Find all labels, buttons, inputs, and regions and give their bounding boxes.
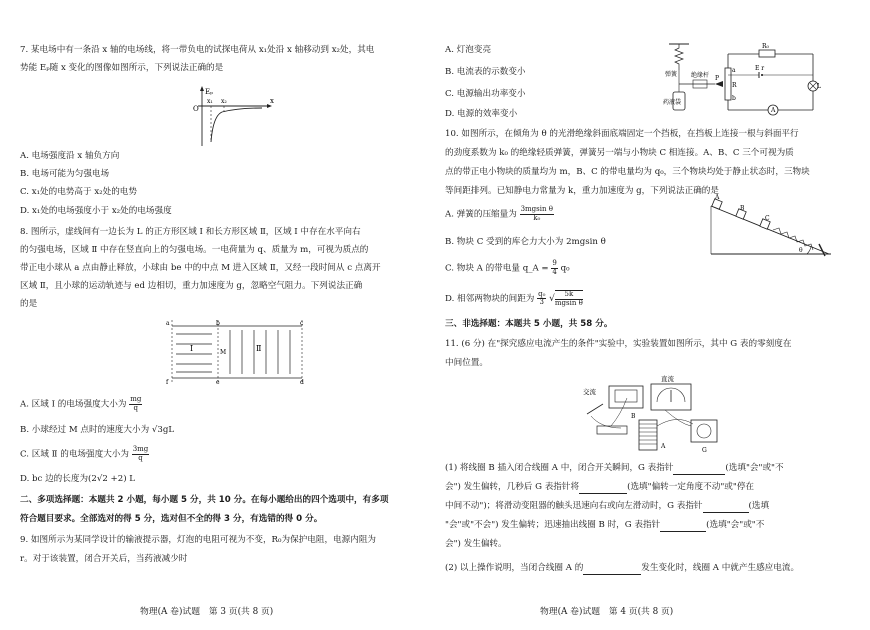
q11-part1-line4 — [445, 519, 764, 532]
q10-fig-c: C — [765, 215, 770, 222]
q8-stem-line3: 带正电小球从 a 点由静止释放，小球由 be 中的中点 M 进入区域 Ⅱ，又经一段时间从 c 点离开 — [20, 263, 381, 273]
q8-fig-a: a — [166, 320, 170, 327]
q11-part1-line5: 会") 发生偏转。 — [445, 539, 507, 549]
section2-heading-line2: 符合题目要求。全部选对的得 5 分，选对但不全的得 3 分，有选错的得 0 分。 — [20, 514, 323, 524]
q11-part1-line2a: 会") 发生偏转，几秒后 G 表指针将 — [445, 482, 580, 492]
q8-fig-m: M — [220, 349, 227, 356]
q11-part1-line4b: (选填"会"或"不 — [706, 520, 765, 530]
q10-option-b: B. 物块 C 受到的库仑力大小为 2mgsin θ — [445, 237, 606, 247]
q10-option-d-root — [555, 290, 583, 307]
q9-fig-bag-label: 药液袋 — [663, 99, 682, 106]
q9-fig-b: b — [732, 95, 736, 102]
q7-fig-ep: Eₚ — [205, 88, 213, 96]
q10-d-rden: mgsin θ — [554, 298, 583, 307]
page-footer-right: 物理(A 卷)试题 第 4 页(共 8 页) — [540, 607, 674, 617]
q10-stem-line4: 等间距排列。已知静电力常量为 k，重力加速度为 g，下列说法正确的是 — [445, 186, 719, 196]
q7-ep-graph — [190, 84, 290, 152]
q7-fig-o: O — [193, 105, 199, 113]
q8-c-den: q — [138, 453, 143, 462]
q10-option-a-fraction — [520, 206, 554, 222]
q11-stem-line1: 11. (6 分) 在"探究感应电流产生的条件"实验中，实验装置如图所示，其中 G 表的零刻度在 — [445, 339, 792, 349]
q10-stem-line1: 10. 如图所示，在倾角为 θ 的光滑绝缘斜面底端固定一个挡板，在挡板上连接一根与斜面平行 — [445, 129, 799, 139]
q8-field-figure — [150, 318, 330, 386]
q9-fig-p: P — [715, 75, 720, 82]
q11-apparatus-figure — [561, 374, 731, 458]
section3-heading: 三、非选择题：本题共 5 小题，共 58 分。 — [445, 319, 613, 329]
q8-option-a-text: A. 区域 Ⅰ 的电场强度大小为 — [20, 399, 127, 410]
q9-option-d: D. 电源的效率变小 — [445, 109, 518, 119]
q8-fig-d: d — [300, 379, 304, 386]
page-footer-left: 物理(A 卷)试题 第 3 页(共 8 页) — [140, 607, 274, 617]
q11-fig-ac-label: 交流 — [583, 388, 596, 396]
q8-fig-region1: Ⅰ — [190, 344, 194, 353]
q9-option-b: B. 电流表的示数变小 — [445, 67, 526, 77]
q10-option-c-fraction — [551, 260, 557, 276]
q10-d-den: 3 — [539, 298, 545, 307]
q8-stem-line1: 8. 图所示，虚线间有一边长为 L 的正方形区域 Ⅰ 和长方形区域 Ⅱ，区域 Ⅰ 中存在水平向右 — [20, 227, 361, 237]
q8-fig-c: c — [300, 320, 304, 327]
q7-fig-x2: x₂ — [221, 98, 227, 105]
q8-a-den: q — [133, 403, 138, 412]
q7-option-d: D. x₁处的电场强度小于 x₂处的电场强度 — [20, 206, 172, 216]
q8-stem-line2: 的匀强电场，区域 Ⅱ 中存在竖直向上的匀强电场。一电荷量为 q、质量为 m，可视为质点的 — [20, 245, 369, 255]
q11-stem-line2: 中间位置。 — [445, 358, 488, 368]
q10-option-c-q0: q₀ — [560, 263, 570, 274]
q8-option-b: B. 小球经过 M 点时的速度大小为 √3gL — [20, 425, 175, 435]
q7-option-c: C. x₁处的电势高于 x₂处的电势 — [20, 187, 137, 197]
q11-part1-line2 — [445, 481, 754, 494]
q10-stem-line3: 点的带正电小物块的质量均为 m，B、C 的带电量均为 q₀，三个物块均处于静止状态时，三物块 — [445, 167, 810, 177]
q9-option-c: C. 电源输出功率变小 — [445, 89, 526, 99]
q8-fig-e: e — [216, 379, 220, 386]
q11-part1-line4a: "会"或"不会") 发生偏转；迅速抽出线圈 B 时，G 表指针 — [445, 520, 661, 530]
q9-fig-lamp: L — [817, 83, 821, 90]
q11-part1-line2b: (选填"偏转一定角度不动"或"停在 — [627, 482, 755, 492]
q10-a-num: 3mgsin θ — [520, 205, 553, 213]
q11-part1-line3b: (选填 — [748, 501, 770, 511]
q9-fig-insulator-label: 绝缘杆 — [691, 72, 710, 79]
q11-blank-2[interactable] — [579, 493, 627, 494]
q10-option-a — [445, 206, 554, 222]
q11-part2a: (2) 以上操作说明，当闭合线圈 A 的 — [445, 563, 584, 573]
q7-option-b: B. 电场可能为匀强电场 — [20, 169, 110, 179]
q9-fig-r0: R₀ — [762, 43, 769, 50]
q8-option-c-fraction — [132, 446, 150, 462]
q11-blank-4[interactable] — [660, 531, 706, 532]
q9-stem-line1: 9. 如图所示为某同学设计的输液提示器，灯泡的电阻可视为不变，R₀为保护电阻，电源内阻为 — [20, 535, 377, 545]
q9-fig-er: E r — [755, 65, 765, 72]
q9-circuit-figure — [663, 40, 823, 124]
q11-fig-coil-b: B — [631, 413, 636, 420]
q11-part1-line3 — [445, 500, 769, 513]
q11-fig-galvanometer: G — [702, 447, 707, 454]
q10-fig-theta: θ — [799, 247, 803, 254]
q11-part2-line — [445, 562, 799, 575]
q9-fig-ammeter: A — [771, 107, 776, 114]
q8-option-c-text: C. 区域 Ⅱ 的电场强度大小为 — [20, 449, 129, 460]
q10-d-num: q₀ — [538, 289, 546, 298]
q7-fig-x: x — [270, 97, 274, 105]
q9-stem-line2: r。对于该装置，闭合开关后，当药液减少时 — [20, 554, 188, 564]
q7-option-a: A. 电场强度沿 x 轴负方向 — [20, 151, 120, 161]
q11-part1-line1 — [445, 462, 784, 475]
q10-c-num: 9 — [552, 259, 557, 267]
q8-option-c — [20, 446, 149, 462]
q11-blank-5[interactable] — [583, 574, 641, 575]
q10-incline-figure — [707, 194, 837, 264]
q8-c-num: 3mg — [132, 445, 149, 453]
q8-fig-region2: Ⅱ — [256, 344, 262, 353]
q8-option-a-fraction — [129, 396, 142, 412]
q9-fig-r: R — [732, 82, 737, 89]
q7-stem-line1: 7. 某电场中有一条沿 x 轴的电场线，将一带负电的试探电荷从 x₁处沿 x 轴移动到 x₂处，其电 — [20, 45, 375, 55]
q9-fig-a: a — [732, 67, 736, 74]
left-page — [20, 0, 430, 630]
q10-stem-line2: 的劲度系数为 k₀ 的绝缘轻质弹簧，弹簧另一端与小物块 C 相连接。A、B、C 三个可视为质 — [445, 148, 794, 158]
q10-a-den: k₀ — [533, 213, 541, 222]
q11-part2b: 发生变化时，线圈 A 中就产生感应电流。 — [641, 563, 800, 573]
q11-part1-line1b: (选填"会"或"不 — [725, 463, 784, 473]
q10-d-rnum: 5k — [555, 291, 583, 300]
q10-option-c-text: C. 物块 A 的带电量 q_A = — [445, 263, 549, 274]
q11-part1-line1a: (1) 将线圈 B 插入闭合线圈 A 中，闭合开关瞬间，G 表指针 — [445, 463, 674, 473]
q11-blank-1[interactable] — [673, 474, 725, 475]
q11-fig-coil-a: A — [661, 443, 666, 450]
q11-part1-line3a: 中间不动")；将滑动变阻器的触头迅速向右或向左滑动时，G 表指针 — [445, 501, 703, 511]
q11-blank-3[interactable] — [703, 512, 749, 513]
q10-fig-a: A — [715, 194, 720, 201]
q10-fig-b: B — [740, 205, 745, 212]
q8-option-d: D. bc 边的长度为(2√2 +2) L — [20, 474, 136, 484]
q10-option-d-text: D. 相邻两物块的间距为 — [445, 294, 535, 305]
q9-fig-spring-label: 弹簧 — [665, 71, 678, 78]
q8-fig-f: f — [166, 379, 169, 386]
q8-a-num: mg — [130, 395, 142, 403]
q11-fig-dc-label: 直流 — [661, 375, 674, 383]
q10-c-den: 4 — [552, 267, 557, 276]
q7-fig-x1: x₁ — [207, 98, 213, 105]
q10-option-a-text: A. 弹簧的压缩量为 — [445, 209, 517, 220]
q9-option-a: A. 灯泡变亮 — [445, 45, 492, 55]
q8-stem-line4: 区域 Ⅱ，且小球的运动轨迹与 ed 边相切，重力加速度为 g，忽略空气阻力。下列说法正确 — [20, 281, 363, 291]
q7-stem-line2: 势能 Eₚ随 x 变化的图像如图所示，下列说法正确的是 — [20, 63, 224, 73]
q10-option-c — [445, 260, 570, 276]
right-page — [445, 0, 855, 630]
q8-stem-line5: 的是 — [20, 299, 38, 309]
q8-option-a — [20, 396, 142, 412]
section2-heading-line1: 二、多项选择题：本题共 2 小题，每小题 5 分，共 10 分。在每小题给出的四个选项中，有多项 — [20, 495, 389, 505]
q8-fig-b: b — [216, 320, 220, 327]
q10-option-d: D. 相邻两物块的间距为 $\frac{\text{q₀}}{3}$ √ $\frac{5k}{\text{mgsin θ}}$ — [445, 289, 583, 307]
q10-option-d-fraction — [537, 291, 546, 307]
